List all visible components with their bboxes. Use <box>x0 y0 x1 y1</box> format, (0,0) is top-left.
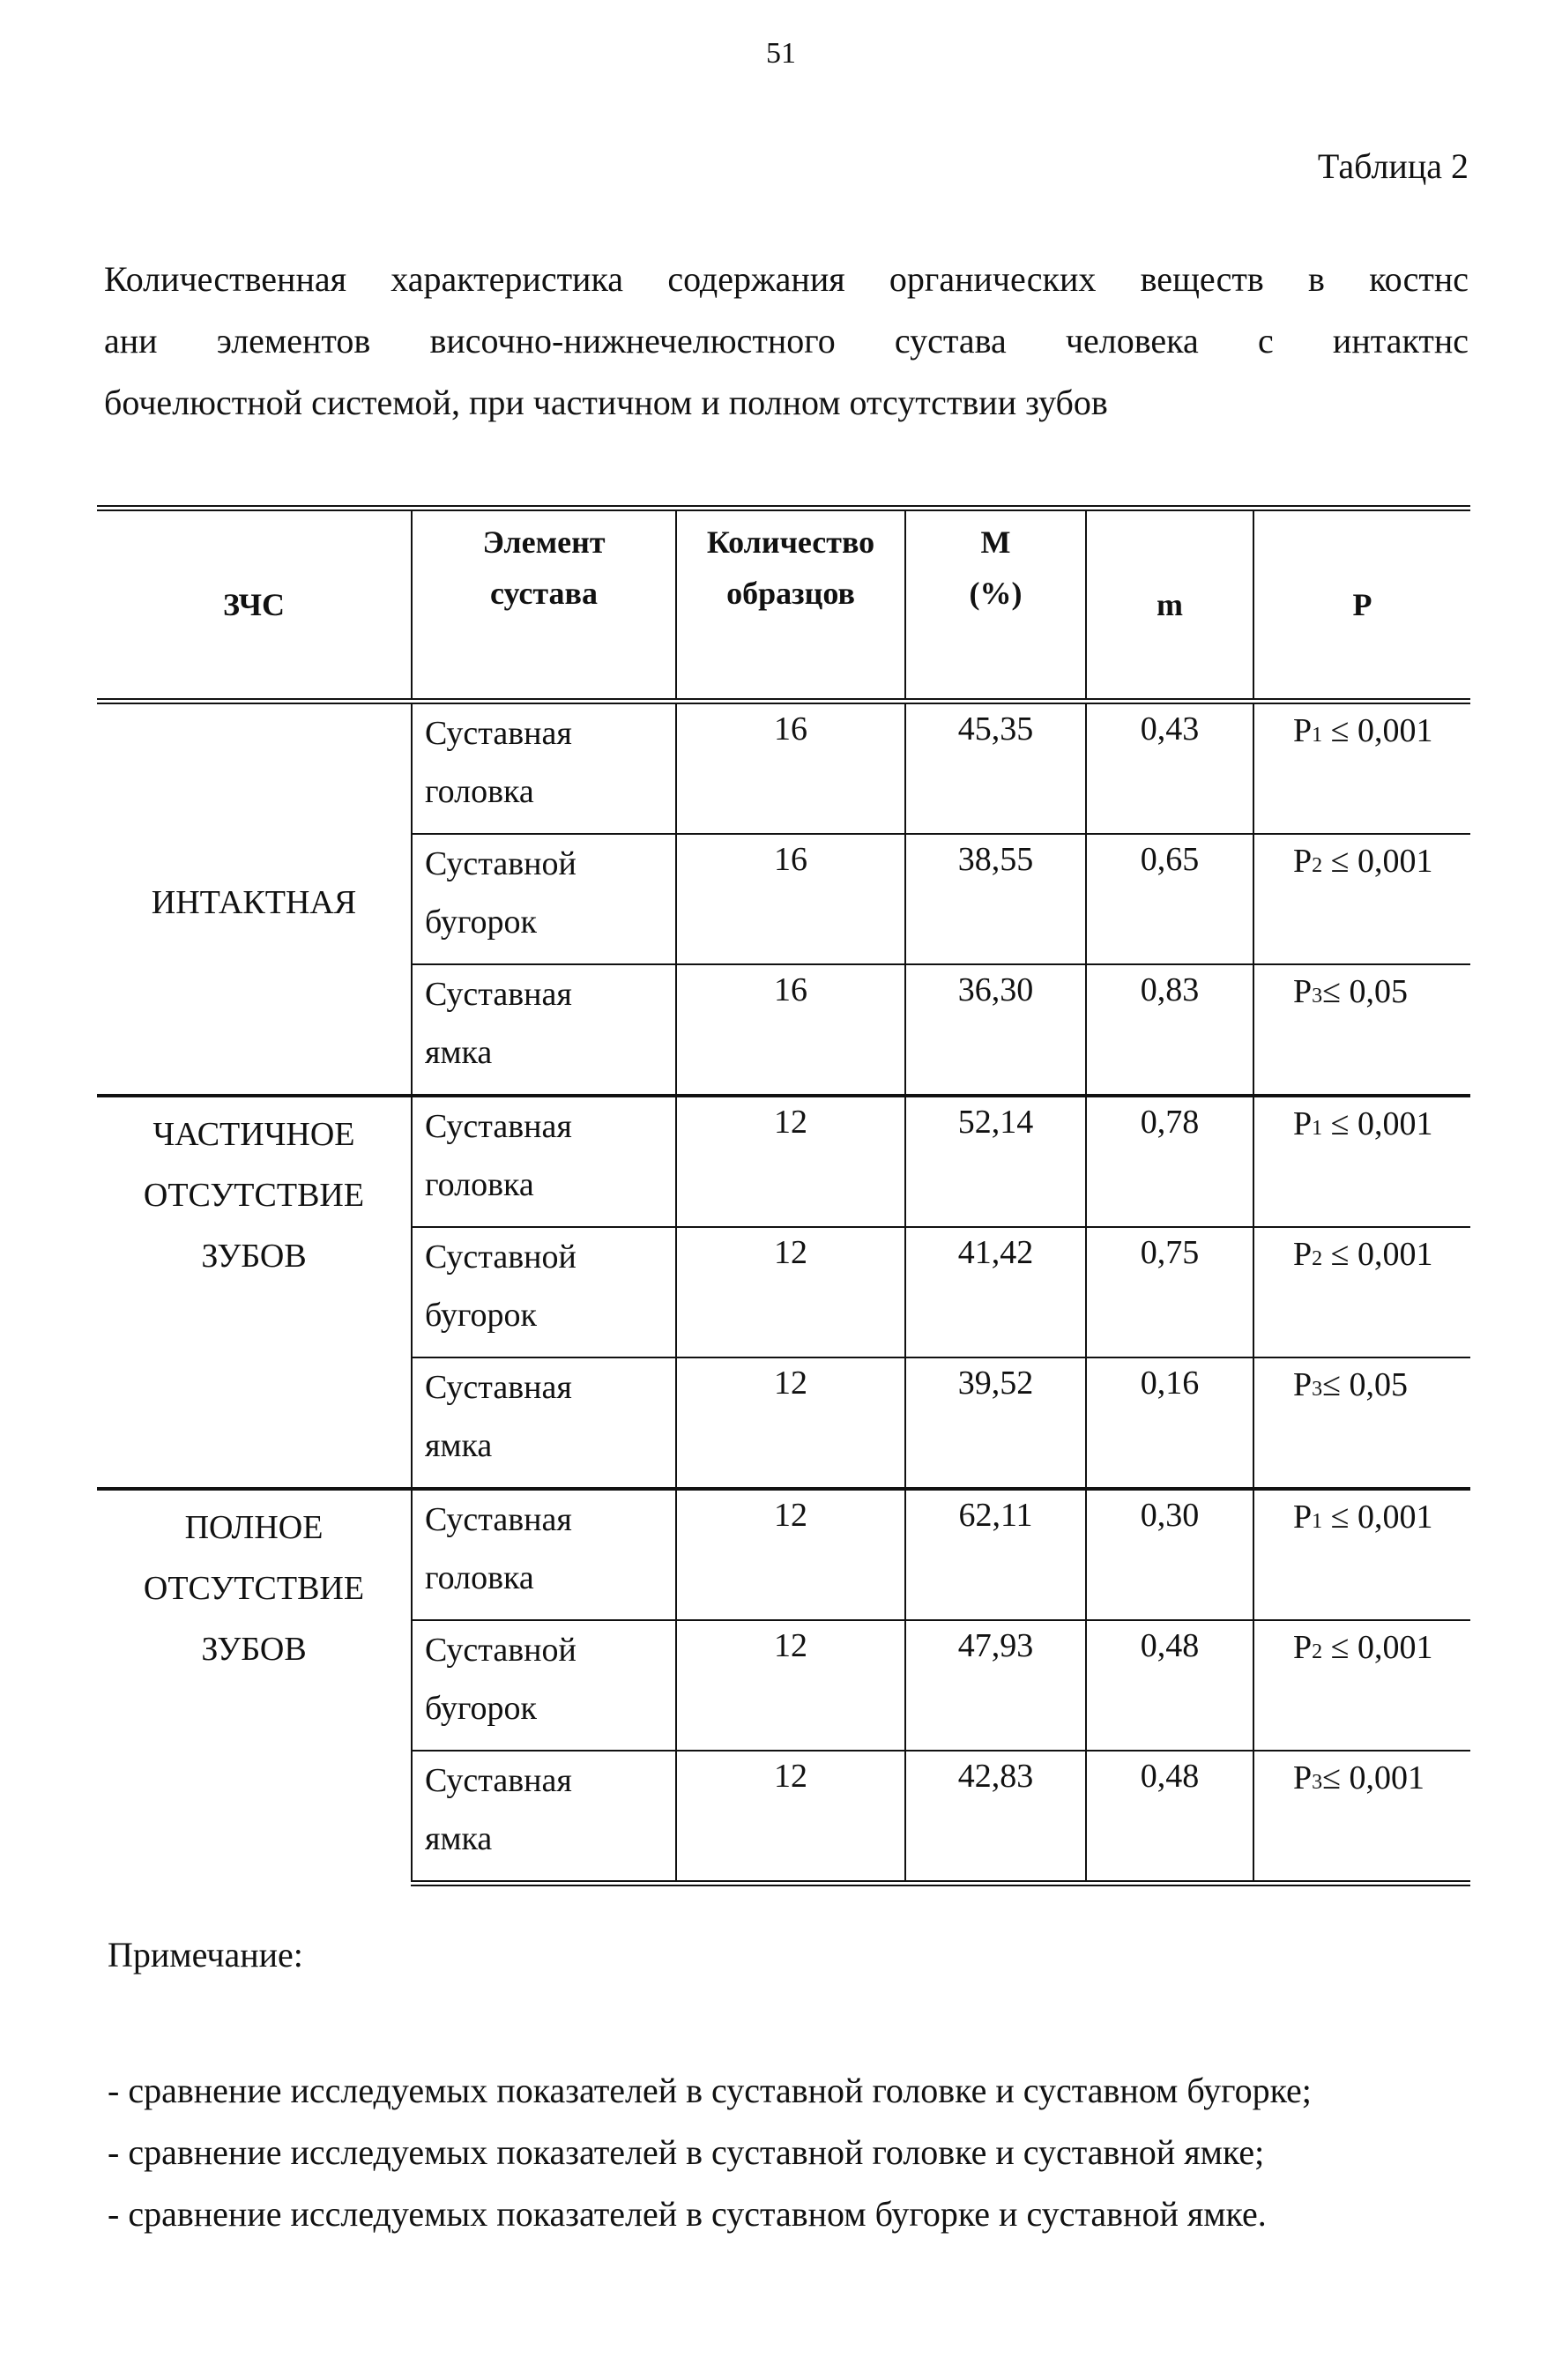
count-cell: 12 <box>676 1357 905 1489</box>
element-cell <box>412 702 676 835</box>
element-line: ямка <box>425 1034 493 1071</box>
error-cell: 0,16 <box>1086 1357 1253 1489</box>
error-cell: 0,43 <box>1086 702 1253 835</box>
header-element <box>412 509 676 702</box>
count-cell: 12 <box>676 1751 905 1884</box>
error-cell: 0,48 <box>1086 1751 1253 1884</box>
element-cell <box>412 1620 676 1751</box>
error-cell: 0,83 <box>1086 964 1253 1096</box>
p-symbol: P <box>1293 1499 1313 1536</box>
p-threshold: ≤ 0,05 <box>1322 973 1408 1010</box>
table-caption <box>104 249 1469 434</box>
p-value-cell <box>1253 1489 1470 1620</box>
header-count-line: образцов <box>726 576 855 611</box>
p-index: 2 <box>1312 854 1323 877</box>
group-label-line: ЗУБОВ <box>201 1631 307 1668</box>
caption-line: Количественная характеристика содержания органических веществ в костнс <box>104 259 1469 299</box>
p-symbol: P <box>1293 973 1313 1010</box>
p-threshold: ≤ 0,001 <box>1322 1759 1424 1796</box>
header-p: P <box>1253 509 1470 702</box>
mean-cell: 39,52 <box>905 1357 1086 1489</box>
error-cell: 0,48 <box>1086 1620 1253 1751</box>
element-cell <box>412 964 676 1096</box>
group-label-line: ПОЛНОЕ <box>184 1509 324 1546</box>
element-line: Суставная <box>425 1762 572 1799</box>
count-cell: 16 <box>676 702 905 835</box>
mean-cell: 62,11 <box>905 1489 1086 1620</box>
p-symbol: P <box>1293 1366 1313 1403</box>
error-cell: 0,75 <box>1086 1227 1253 1357</box>
element-cell <box>412 1227 676 1357</box>
p-value-cell <box>1253 1096 1470 1227</box>
element-cell <box>412 1751 676 1884</box>
element-line: головка <box>425 1166 534 1203</box>
header-error: m <box>1086 509 1253 702</box>
p-threshold: ≤ 0,001 <box>1322 712 1433 749</box>
group-label-line: ОТСУТСТВИЕ <box>143 1177 365 1214</box>
element-line: головка <box>425 1559 534 1596</box>
error-cell: 0,65 <box>1086 834 1253 964</box>
element-line: Суставная <box>425 1369 572 1406</box>
header-mean-line: М <box>980 524 1011 560</box>
p-threshold: ≤ 0,001 <box>1322 1499 1433 1536</box>
count-cell: 12 <box>676 1096 905 1227</box>
p-index: 3 <box>1312 985 1323 1008</box>
p-threshold: ≤ 0,05 <box>1322 1366 1408 1403</box>
element-line: Суставной <box>425 1632 576 1669</box>
element-line: головка <box>425 773 534 810</box>
note-line: - сравнение исследуемых показателей в суставном бугорке и суставной ямке. <box>108 2194 1267 2234</box>
p-index: 1 <box>1312 1117 1323 1140</box>
mean-cell: 45,35 <box>905 702 1086 835</box>
error-cell: 0,30 <box>1086 1489 1253 1620</box>
group-label-line: ИНТАКТНАЯ <box>151 883 357 921</box>
header-count <box>676 509 905 702</box>
mean-cell: 38,55 <box>905 834 1086 964</box>
mean-cell: 36,30 <box>905 964 1086 1096</box>
element-line: бугорок <box>425 1297 537 1334</box>
table-row <box>97 1096 1470 1227</box>
p-symbol: P <box>1293 1236 1313 1273</box>
mean-cell: 52,14 <box>905 1096 1086 1227</box>
table-body <box>97 702 1470 1884</box>
table-header-row <box>97 509 1470 702</box>
p-symbol: P <box>1293 712 1313 749</box>
data-table <box>97 505 1470 1886</box>
element-line: Суставная <box>425 976 572 1013</box>
group-label-line: ОТСУТСТВИЕ <box>143 1570 365 1607</box>
p-value-cell <box>1253 1227 1470 1357</box>
element-cell <box>412 1489 676 1620</box>
p-symbol: P <box>1293 1105 1313 1142</box>
caption-line: ани элементов височно-нижнечелюстного сустава человека с интактнс <box>104 321 1469 361</box>
element-line: ямка <box>425 1820 493 1857</box>
header-mean-line: (%) <box>969 576 1023 611</box>
element-line: Суставная <box>425 1501 572 1538</box>
p-index: 1 <box>1312 1510 1323 1533</box>
p-symbol: P <box>1293 1629 1313 1666</box>
p-index: 2 <box>1312 1247 1323 1270</box>
p-index: 3 <box>1312 1771 1323 1794</box>
table-row <box>97 1489 1470 1620</box>
header-mean <box>905 509 1086 702</box>
count-cell: 16 <box>676 964 905 1096</box>
table-label: Таблица 2 <box>1317 146 1469 186</box>
note-title: Примечание: <box>108 1935 303 1975</box>
mean-cell: 41,42 <box>905 1227 1086 1357</box>
count-cell: 12 <box>676 1227 905 1357</box>
p-threshold: ≤ 0,001 <box>1322 1236 1433 1273</box>
p-threshold: ≤ 0,001 <box>1322 843 1433 880</box>
p-index: 3 <box>1312 1378 1323 1401</box>
element-cell <box>412 834 676 964</box>
group-label <box>97 702 412 1097</box>
caption-line: бочелюстной системой, при частичном и полном отсутствии зубов <box>104 383 1108 422</box>
element-line: бугорок <box>425 1690 537 1727</box>
header-count-line: Количество <box>706 524 875 560</box>
element-cell <box>412 1096 676 1227</box>
header-element-line: Элемент <box>482 524 606 560</box>
p-symbol: P <box>1293 1759 1313 1796</box>
p-threshold: ≤ 0,001 <box>1322 1105 1433 1142</box>
header-element-line: сустава <box>490 576 598 611</box>
note-line: - сравнение исследуемых показателей в суставной головке и суставном бугорке; <box>108 2071 1312 2110</box>
p-value-cell <box>1253 1357 1470 1489</box>
element-line: Суставная <box>425 1108 572 1145</box>
p-threshold: ≤ 0,001 <box>1322 1629 1433 1666</box>
group-label <box>97 1096 412 1489</box>
element-line: бугорок <box>425 904 537 941</box>
header-zhs: ЗЧС <box>97 509 412 702</box>
p-value-cell <box>1253 964 1470 1096</box>
count-cell: 16 <box>676 834 905 964</box>
p-index: 1 <box>1312 724 1323 747</box>
count-cell: 12 <box>676 1489 905 1620</box>
table-row <box>97 702 1470 835</box>
element-line: Суставной <box>425 845 576 882</box>
p-index: 2 <box>1312 1640 1323 1663</box>
p-value-cell <box>1253 1620 1470 1751</box>
p-value-cell <box>1253 1751 1470 1884</box>
element-cell <box>412 1357 676 1489</box>
group-label-line: ЧАСТИЧНОЕ <box>152 1116 355 1153</box>
element-line: ямка <box>425 1427 493 1464</box>
note-line: - сравнение исследуемых показателей в суставной головке и суставной ямке; <box>108 2132 1265 2172</box>
error-cell: 0,78 <box>1086 1096 1253 1227</box>
p-value-cell <box>1253 702 1470 835</box>
page-number: 51 <box>766 37 796 70</box>
group-label <box>97 1489 412 1884</box>
element-line: Суставной <box>425 1238 576 1276</box>
p-value-cell <box>1253 834 1470 964</box>
mean-cell: 47,93 <box>905 1620 1086 1751</box>
p-symbol: P <box>1293 843 1313 880</box>
mean-cell: 42,83 <box>905 1751 1086 1884</box>
group-label-line: ЗУБОВ <box>201 1238 307 1275</box>
count-cell: 12 <box>676 1620 905 1751</box>
element-line: Суставная <box>425 715 572 752</box>
